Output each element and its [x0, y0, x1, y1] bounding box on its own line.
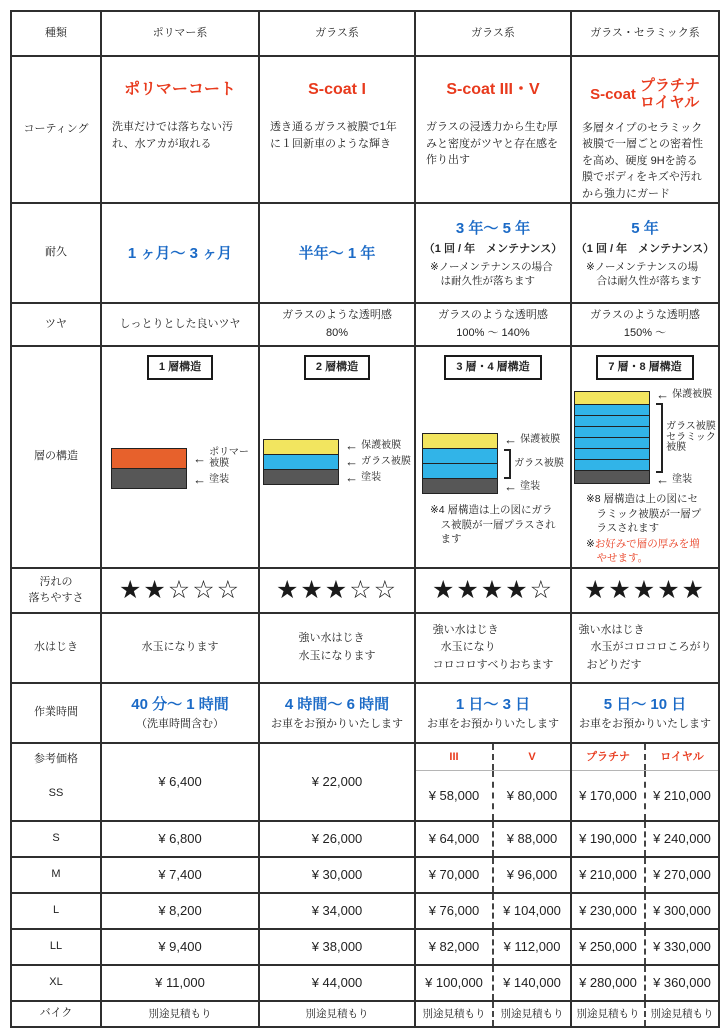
price-split-cell	[571, 1001, 719, 1027]
layer-diagram-platinum	[572, 388, 718, 487]
layer-label: ポリマー	[209, 447, 249, 459]
layer-diagram-scoat35	[416, 432, 570, 495]
type-glass-ceramic: ガラス・セラミック系	[571, 11, 719, 56]
price-subheaders	[572, 744, 718, 771]
layer-label-row	[656, 473, 716, 487]
star-rating: ★★★☆☆	[275, 576, 399, 604]
layer-stack	[111, 449, 187, 489]
size-label: LL	[11, 929, 101, 965]
coating-desc-scoat1: 透き通るガラス被膜で1年に１回新車のような輝き	[270, 121, 397, 150]
layer-label-row	[193, 469, 249, 490]
label-line: 落ちやすさ	[28, 591, 84, 604]
price-value: ¥ 8,200	[101, 893, 259, 929]
size-label: M	[11, 857, 101, 893]
durability-maintenance: （1 回 / 年 メンテナンス）	[423, 243, 563, 256]
layer-label: ガラス被膜	[666, 421, 716, 433]
row-price-s	[11, 821, 719, 857]
price-value: ¥ 360,000	[644, 966, 718, 1000]
durability-value: 半年～ 1 年	[298, 244, 376, 262]
price-value: ¥ 64,000	[428, 830, 480, 846]
water-scoat1	[259, 613, 415, 683]
durability-scoat1	[259, 203, 415, 303]
layer-count-badge: 1 層構造	[147, 355, 213, 380]
layer-label: 保護被膜	[672, 389, 713, 401]
water-text: コロコロすべりおちます	[432, 658, 554, 671]
layer-label-row	[345, 438, 411, 454]
left-arrow-icon: ←	[345, 470, 359, 486]
durability-value: 1 ヶ月～ 3 ヶ月	[127, 244, 233, 262]
price-value: ¥ 96,000	[492, 858, 570, 892]
layer-label-row	[504, 448, 564, 479]
price-value: ¥ 30,000	[259, 857, 415, 893]
water-scoat35	[415, 613, 571, 683]
price-value: ¥ 80,000	[492, 771, 570, 820]
gloss-percent: 150% ～	[623, 326, 667, 339]
price-value: ¥ 34,000	[259, 893, 415, 929]
left-arrow-icon: ←	[345, 454, 359, 470]
coating-name-polymer: ポリマーコート	[124, 81, 236, 98]
work-duration: 4 時間～ 6 時間	[284, 695, 390, 713]
gloss-platinum	[571, 303, 719, 346]
work-sub: お車をお預かりいたします	[427, 717, 559, 730]
layer-label: 塗装	[361, 472, 382, 484]
gloss-scoat1	[259, 303, 415, 346]
coating-comparison-table	[10, 10, 720, 1028]
layer-label: 塗装	[520, 481, 541, 493]
water-text: 強い水はじき	[578, 623, 645, 636]
stain-scoat35	[415, 568, 571, 613]
gloss-percent: 100% ～ 140%	[456, 326, 530, 339]
row-gloss	[11, 303, 719, 346]
row-coating	[11, 56, 719, 203]
left-arrow-icon: ←	[193, 471, 207, 487]
size-label: SS	[48, 787, 64, 799]
row-label-gloss: ツヤ	[11, 303, 101, 346]
subheader-V: V	[492, 744, 570, 770]
coating-name-prefix: S-coat	[590, 85, 636, 103]
layer-label: 保護被膜	[361, 440, 402, 452]
price-value: ¥ 300,000	[644, 894, 718, 928]
layer-label: 保護被膜	[520, 434, 561, 446]
coating-desc-scoat35: ガラスの浸透力から生む厚みと密度がツヤと存在感を作り出す	[426, 121, 558, 167]
price-value: 別途見積もり	[492, 1002, 570, 1026]
layer-count-badge: 7 層・8 層構造	[596, 355, 693, 380]
price-ss-scoat1	[259, 743, 415, 821]
water-text: 水玉になります	[298, 650, 376, 662]
price-value: ¥ 6,800	[101, 821, 259, 857]
left-arrow-icon: ←	[656, 472, 670, 488]
row-price-ll	[11, 929, 719, 965]
price-value: ¥ 270,000	[644, 858, 718, 892]
layer-note-red	[586, 537, 708, 565]
paint-layer	[263, 469, 339, 485]
water-text: 水玉になり	[440, 641, 496, 654]
protect-layer	[422, 433, 498, 449]
size-label: XL	[11, 965, 101, 1001]
water-text: 水玉になります	[141, 641, 219, 654]
coating-name-stack	[640, 77, 700, 112]
durability-platinum	[571, 203, 719, 303]
coating-polymer-cell	[101, 56, 259, 203]
row-label-work: 作業時間	[11, 683, 101, 743]
coating-scoat1-cell	[259, 56, 415, 203]
price-value: ¥ 250,000	[579, 938, 637, 954]
row-label-price	[11, 743, 101, 821]
price-values	[416, 771, 570, 820]
layer-labels	[504, 432, 564, 495]
gloss-text: ガラスのような透明感	[282, 309, 392, 322]
coating-platinum-cell	[571, 56, 719, 203]
price-value: ¥ 140,000	[492, 966, 570, 1000]
protect-layer	[263, 439, 339, 455]
price-value: ¥ 104,000	[492, 894, 570, 928]
layer-label: 塗装	[209, 473, 230, 485]
star-rating: ★★★★☆	[431, 576, 555, 604]
price-split-cell	[415, 893, 571, 929]
water-text: 強い水はじき	[432, 623, 499, 636]
price-split-cell	[571, 929, 719, 965]
subheader-III: III	[449, 751, 459, 763]
coating-name-scoat1: S-coat I	[308, 81, 366, 98]
type-glass1: ガラス系	[259, 11, 415, 56]
price-value: ¥ 170,000	[579, 787, 637, 803]
layers-scoat1	[259, 346, 415, 568]
glass-layer	[263, 454, 339, 470]
price-value: 別途見積もり	[422, 1007, 486, 1020]
layers-polymer	[101, 346, 259, 568]
layer-labels	[656, 388, 716, 487]
work-sub: （洗車時間含む）	[136, 717, 224, 730]
coating-name-platinum-royal	[572, 77, 718, 112]
layers-scoat35	[415, 346, 571, 568]
price-subheaders	[416, 744, 570, 771]
layer-stack	[263, 440, 339, 485]
price-value: ¥ 38,000	[259, 929, 415, 965]
work-polymer	[101, 683, 259, 743]
work-scoat35	[415, 683, 571, 743]
row-label-type: 種類	[11, 11, 101, 56]
row-price-ss	[11, 743, 719, 821]
durability-note: ※ノーメンテナンスの場合は耐久性が落ちます	[430, 260, 553, 287]
water-text: 水玉がコロコロころがり	[590, 641, 712, 654]
price-ss-platinum	[571, 743, 719, 821]
price-values	[572, 771, 718, 820]
bracket-icon	[656, 403, 663, 473]
durability-maintenance: （1 回 / 年 メンテナンス）	[575, 243, 715, 256]
paint-layer	[422, 478, 498, 494]
work-duration: 1 日～ 3 日	[455, 695, 531, 713]
price-value: ¥ 70,000	[428, 866, 480, 882]
layer-label: 被膜	[209, 457, 230, 469]
left-arrow-icon: ←	[504, 432, 518, 448]
price-split-cell	[571, 857, 719, 893]
price-split-cell	[571, 965, 719, 1001]
gloss-text: しっとりとした良いツヤ	[119, 317, 241, 330]
layer-label: ガラス被膜	[361, 456, 411, 468]
work-platinum	[571, 683, 719, 743]
price-value: ¥ 9,400	[101, 929, 259, 965]
price-value: ¥ 230,000	[579, 902, 637, 918]
price-value: ¥ 6,400	[158, 773, 202, 789]
row-price-l	[11, 893, 719, 929]
price-value: ¥ 82,000	[428, 938, 480, 954]
price-value: ¥ 7,400	[101, 857, 259, 893]
price-value: 別途見積もり	[644, 1002, 718, 1026]
subheader-platinum: プラチナ	[586, 751, 630, 763]
row-label-durability: 耐久	[11, 203, 101, 303]
price-value: ¥ 58,000	[428, 787, 480, 803]
type-glass2: ガラス系	[415, 11, 571, 56]
layer-label-row	[345, 454, 411, 470]
water-polymer	[101, 613, 259, 683]
gloss-polymer	[101, 303, 259, 346]
price-value: ¥ 190,000	[579, 830, 637, 846]
glass-layer	[422, 463, 498, 479]
price-ss-scoat35	[415, 743, 571, 821]
label-line: 汚れの	[39, 576, 73, 589]
durability-note: ※ノーメンテナンスの場合は耐久性が落ちます	[586, 260, 702, 287]
layer-stack	[574, 392, 650, 484]
price-value: 別途見積もり	[259, 1001, 415, 1027]
work-sub: お車をお預かりいたします	[579, 717, 711, 730]
layer-label: 塗装	[672, 474, 693, 486]
price-split-cell	[571, 893, 719, 929]
price-value: ¥ 210,000	[644, 771, 718, 820]
size-label: L	[11, 893, 101, 929]
price-value: ¥ 210,000	[579, 866, 637, 882]
gloss-text: ガラスのような透明感	[438, 309, 548, 322]
type-polymer: ポリマー系	[101, 11, 259, 56]
price-value: ¥ 88,000	[492, 822, 570, 856]
row-label-coating: コーティング	[11, 56, 101, 203]
durability-value: 3 年～ 5 年	[455, 220, 531, 238]
layer-label-row	[656, 402, 716, 473]
stain-platinum	[571, 568, 719, 613]
star-rating: ★★☆☆☆	[118, 576, 242, 604]
stain-scoat1	[259, 568, 415, 613]
row-price-m	[11, 857, 719, 893]
star-rating: ★★★★★	[583, 576, 707, 604]
layer-labels	[193, 448, 249, 490]
coating-desc-polymer: 洗車だけでは落ちない汚れ、水アカが取れる	[112, 121, 233, 150]
left-arrow-icon: ←	[193, 450, 207, 466]
paint-layer	[574, 470, 650, 484]
stain-polymer	[101, 568, 259, 613]
coating-scoat35-cell	[415, 56, 571, 203]
price-split-cell	[415, 1001, 571, 1027]
row-price-xl	[11, 965, 719, 1001]
price-split-cell	[571, 821, 719, 857]
price-split-cell	[415, 929, 571, 965]
work-duration: 5 日～ 10 日	[603, 695, 687, 713]
size-label: バイク	[11, 1001, 101, 1027]
gloss-percent: 80%	[325, 326, 349, 339]
layer-count-badge: 3 層・4 層構造	[444, 355, 541, 380]
coating-name-line1: プラチナ	[639, 77, 700, 94]
row-durability	[11, 203, 719, 303]
price-value: ¥ 330,000	[644, 930, 718, 964]
row-label-stain	[11, 568, 101, 613]
price-value: ¥ 76,000	[428, 902, 480, 918]
layers-platinum	[571, 346, 719, 568]
layer-label-row	[504, 479, 564, 495]
layer-labels	[345, 438, 411, 486]
price-value: ¥ 112,000	[492, 930, 570, 964]
note-text: お好みで層の厚みを増やせます。	[594, 537, 700, 565]
layer-label-row	[504, 432, 564, 448]
size-label: S	[11, 821, 101, 857]
price-value: 別途見積もり	[576, 1007, 640, 1020]
price-split-cell	[415, 821, 571, 857]
row-price-bike	[11, 1001, 719, 1027]
durability-scoat35	[415, 203, 571, 303]
paint-layer	[111, 468, 187, 489]
price-value: ¥ 26,000	[259, 821, 415, 857]
price-label: 参考価格	[34, 753, 78, 765]
layer-diagram-scoat1	[260, 438, 414, 486]
note-marker: ※	[586, 537, 595, 550]
layer-note: ※8 層構造は上の図にセラミック被膜が一層プラスされます	[586, 493, 702, 534]
price-split-cell	[415, 965, 571, 1001]
row-label-water: 水はじき	[11, 613, 101, 683]
left-arrow-icon: ←	[504, 479, 518, 495]
protect-layer	[574, 391, 650, 405]
row-layer-structure	[11, 346, 719, 568]
row-type	[11, 11, 719, 56]
layer-label: 被膜	[666, 442, 687, 454]
layer-label-row	[345, 470, 411, 486]
durability-polymer	[101, 203, 259, 303]
layer-note: ※4 層構造は上の図にガラス被膜が一層プラスされます	[430, 504, 556, 545]
price-value: 別途見積もり	[101, 1001, 259, 1027]
layer-label: セラミック	[666, 431, 716, 443]
price-value: ¥ 280,000	[579, 974, 637, 990]
water-platinum	[571, 613, 719, 683]
work-duration: 40 分～ 1 時間	[131, 695, 229, 713]
water-text: 強い水はじき	[298, 632, 365, 645]
layer-label-row	[656, 388, 716, 402]
row-label-layers: 層の構造	[11, 346, 101, 568]
row-water-repellency	[11, 613, 719, 683]
price-value: ¥ 11,000	[101, 965, 259, 1001]
row-work-time	[11, 683, 719, 743]
work-sub: お車をお預かりいたします	[271, 717, 403, 730]
water-text: おどりだす	[586, 658, 642, 671]
subheader-royal: ロイヤル	[644, 744, 718, 770]
gloss-text: ガラスのような透明感	[590, 309, 700, 322]
glass-layer	[422, 448, 498, 464]
left-arrow-icon: ←	[345, 438, 359, 454]
price-value: ¥ 240,000	[644, 822, 718, 856]
price-value: ¥ 100,000	[425, 974, 483, 990]
coating-name-line2: ロイヤル	[639, 94, 700, 112]
left-arrow-icon: ←	[656, 387, 670, 403]
work-scoat1	[259, 683, 415, 743]
price-value: ¥ 44,000	[259, 965, 415, 1001]
durability-value: 5 年	[631, 220, 659, 238]
coating-desc-platinum: 多層タイプのセラミック被膜で一層ごとの密着性を高め、硬度 9Hを誇る膜でボディをキズや汚れから強力にガード	[582, 121, 703, 200]
polymer-layer	[111, 448, 187, 469]
layer-label-row	[193, 448, 249, 469]
bracket-icon	[504, 449, 511, 479]
layer-label: ガラス被膜	[514, 457, 564, 469]
gloss-scoat35	[415, 303, 571, 346]
price-ss-polymer	[101, 743, 259, 821]
layer-stack	[422, 434, 498, 494]
layer-count-badge: 2 層構造	[304, 355, 370, 380]
price-split-cell	[415, 857, 571, 893]
coating-name-scoat35: S-coat III・V	[446, 81, 540, 98]
row-stain-removal	[11, 568, 719, 613]
layer-diagram-polymer	[102, 448, 258, 490]
price-value: ¥ 22,000	[311, 773, 363, 789]
